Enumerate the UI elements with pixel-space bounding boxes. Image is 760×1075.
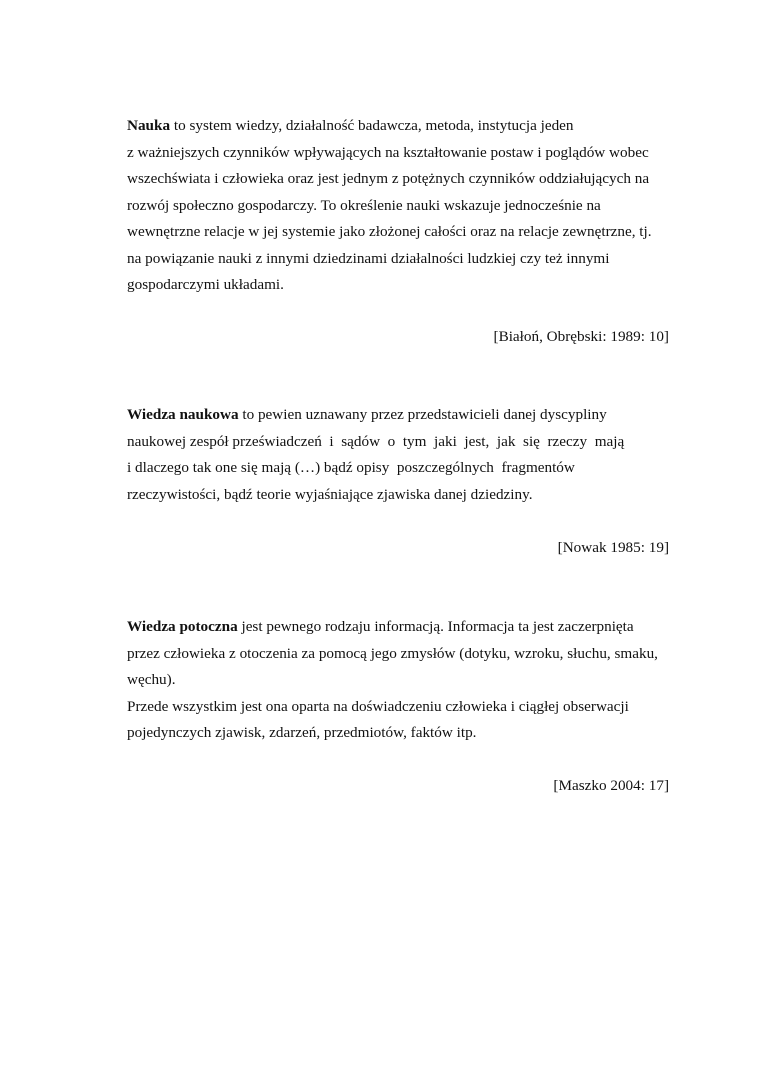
paragraph-line: wszechświata i człowieka oraz jest jednym z potężnych czynników oddziałujących na: [127, 170, 650, 187]
paragraph-line: z ważniejszych czynników wpływających na kształtowanie postaw i poglądów wobec: [127, 143, 649, 161]
paragraph-line: na powiązanie nauki z innymi dziedzinami działalności ludzkiej czy też innymi: [127, 249, 610, 267]
defined-term: Nauka: [127, 117, 171, 134]
citation: [Białoń, Obrębski: 1989: 10]: [493, 328, 669, 345]
paragraph-line: pojedynczych zjawisk, zdarzeń, przedmiotów, faktów itp.: [127, 724, 477, 741]
paragraph-line: naukowej zespół przeświadczeń i sądów o tym jaki jest, jak się rzeczy mają: [127, 432, 625, 450]
paragraph-line: gospodarczymi układami.: [127, 276, 284, 293]
defined-term: Wiedza naukowa: [127, 406, 239, 423]
paragraph-line: i dlaczego tak one się mają (…) bądź opisy poszczególnych fragmentów: [127, 459, 575, 476]
citation: [Nowak 1985: 19]: [557, 539, 669, 556]
definition-nauka: [127, 113, 672, 299]
definition-wiedza-potoczna: [127, 614, 672, 747]
definition-wiedza-naukowa: [127, 402, 672, 508]
defined-term: Wiedza potoczna: [127, 618, 238, 635]
paragraph-line: węchu).: [127, 671, 176, 688]
paragraph-line: wewnętrzne relacje w jej systemie jako złożonej całości oraz na relacje zewnętrzne, tj.: [127, 223, 652, 240]
paragraph-line: Przede wszystkim jest ona oparta na doświadczeniu człowieka i ciągłej obserwacji: [127, 697, 629, 715]
paragraph-line: przez człowieka z otoczenia za pomocą jego zmysłów (dotyku, wzroku, słuchu, smaku,: [127, 644, 658, 662]
paragraph-line: rozwój społeczno gospodarczy. To określenie nauki wskazuje jednocześnie na: [127, 196, 601, 214]
paragraph-line: rzeczywistości, bądź teorie wyjaśniające zjawiska danej dziedziny.: [127, 485, 533, 503]
citation: [Maszko 2004: 17]: [553, 777, 669, 794]
line-text: to system wiedzy, działalność badawcza, metoda, instytucja jeden: [170, 117, 574, 134]
paragraph-line: [127, 113, 672, 140]
paragraph-line: [127, 614, 672, 641]
line-text: jest pewnego rodzaju informacją. Informacja ta jest zaczerpnięta: [237, 618, 634, 635]
paragraph-line: [127, 402, 672, 429]
line-text: to pewien uznawany przez przedstawicieli danej dyscypliny: [238, 406, 607, 423]
